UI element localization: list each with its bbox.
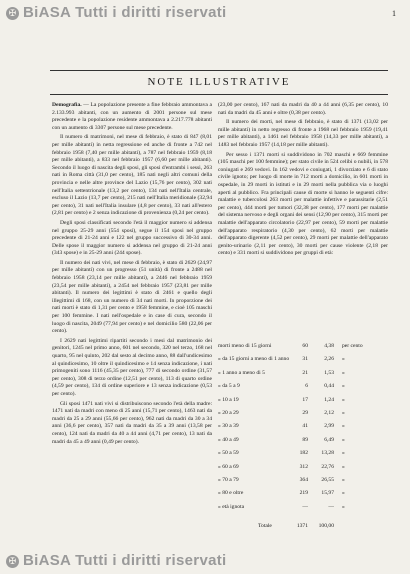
row-percent: 0,44 <box>324 383 334 390</box>
row-count: 312 <box>299 463 308 470</box>
paragraph: Per sesso i 1371 morti si suddividono in 702 maschi e 669 femmine (105 maschi per 100 femmine); per stato civile in 524 celibi o nubili, in 578 coniugati e 269 vedovi. In 162 vedovi e coniugati, 1 divorziato e 6 di stato civile ignoto; per luogo di morte in 712 morti a domicilio, in 601 morti in ospedale, in 29 morti in istituti e in 29 morti nella pubblica via o luoghi aperti al pubblico. Fra principali cause di morte si hanno le seguenti cifre: malattie e tubercolosi 263 morti per malattie infettive e parassitarie (2,51 per cento), 444 morti per tumori (32,38 per cento), 177 morti per malattie del sistema nervoso e degli organi dei sensi (12,90 per cento), 315 morti per malattie dell'apparato circolatorio (22,97 per cento), 59 morti per malattie dell'apparato respiratorio (4,30 per cento), 62 morti per malattie dell'apparato digerente (4,52 per cento), 29 morti per malattie dell'apparato genito-urinario (2,11 per cento), 30 morti per cause violente (2,18 per cento) e 331 morti si suddividono per gruppi di età: <box>218 151 388 257</box>
row-count: 364 <box>299 477 308 484</box>
biasa-seal-icon: ✠ <box>6 7 19 20</box>
total-percent: 100,00 <box>318 523 334 530</box>
row-suffix: » <box>342 423 345 430</box>
row-label: » da 15 giorni a meno di 1 anno <box>218 356 290 363</box>
table-row <box>218 420 388 433</box>
table-row <box>218 474 388 487</box>
table-row <box>218 367 388 380</box>
paragraph: Il numero dei nati vivi, nel mese di febbraio, è stato di 2629 (24,97 per mille abitanti) con un progresso (51 unità) di fronte a 2488 nel febbraio 1958 (23,14 per mille abitanti), a 2446 nel febbraio 1959 (23,54 per mille abitanti), a 2454 nel febbraio 1957 (23,81 per mille abitanti). Il numero dei legittimi è stato di 2461 e quello degli illegittimi di 168, con un numero di 34 nati morti. In proporzione dei nati morti è stato di 1,31 per cento e 1958 femmine, e cioè 105 maschi per 100 femmine. I nati nell'ospedale e in case di cura, secondo il luogo di nascita, 2049 (77,94 per cento) e nel domicilio 580 (22,06 per cento). <box>52 259 212 335</box>
table-row <box>218 407 388 420</box>
row-percent: 2,12 <box>324 410 334 417</box>
row-label: » 80 e oltre <box>218 490 244 497</box>
table-total-row <box>218 520 388 533</box>
row-count: 21 <box>302 369 308 376</box>
section-title: NOTE ILLUSTRATIVE <box>147 76 291 88</box>
row-suffix: » <box>342 383 345 390</box>
row-percent: 22,76 <box>321 463 334 470</box>
row-count: 41 <box>302 423 308 430</box>
row-percent: 1,24 <box>324 396 334 403</box>
paragraph: I 2629 nati legittimi ripartiti secondo i mesi dal matrimonio dei genitori, 1245 nel primo anno, 601 nel secondo, 320 nel terzo, 168 nel quarto, 95 nel quinto, 202 dal sesto al decimo anno, 88 dall'undicesimo al quindicesimo, 10 oltre il quindicesimo e 14 senza indicazione, i nati primogeniti sono 1116 (45,35 per cento), 777 di secondo ordine (31,57 per cento), 308 di terzo ordine (12,51 per cento), 113 di quarto ordine (4,59 per cento), 134 di ordine superiore e 13 senza indicazione (0,53 per cento). <box>52 337 212 397</box>
watermark-text: BiASA Tutti i diritti riservati <box>23 552 227 569</box>
row-count: 89 <box>302 436 308 443</box>
row-count: 31 <box>302 356 308 363</box>
row-label: » 40 a 49 <box>218 436 239 443</box>
paragraph: (23,00 per cento), 167 nati da madri da 40 a 44 anni (6,35 per cento), 10 nati da madri da 45 anni e oltre (0,38 per cento). <box>218 102 388 116</box>
row-label: morti meno di 15 giorni <box>218 343 272 349</box>
total-count: 1371 <box>296 523 308 530</box>
row-percent: 6,49 <box>324 436 334 443</box>
paragraph: Il numero di matrimoni, nel mese di febbraio, è stato di 847 (8,01 per mille abitanti) in netta regressione ed anche di fronte a 742 nel febbraio 1958 (7,40 per mille abitanti), a 787 nel febbraio 1959 (8,18 per mille abitanti), a 833 nel febbraio 1957 (6,60 per mille abitanti). Secondo il luogo di nascita degli sposi, gli sposi d'entrambi i sessi, 263 nati in Roma città (31,0 per cento), 185 nati negli altri comuni della provincia e nelle altre province del Lazio (15,76 per cento), 302 nati nell'Italia settentrionale (13,2 per cento), 134 nati nell'Italia centrale, escluso il Lazio (13,7 per cento), 215 nati nell'Italia meridionale (32,94 per cento), 31 nati nell'Italia insulare (4,8 per cento), 33 nati all'estero (2,81 per cento) e 2 senza indicazione di provenienza (0,24 per cento). <box>52 134 212 217</box>
paragraph: Il numero dei morti, nel mese di febbraio, è stato di 1371 (13,02 per mille abitanti) in netto regresso di fronte a 1968 nel febbraio 1959 (19,41 per mille abitanti), a 1461 nel febbraio 1958 (14,33 per mille abitanti), a 1483 nel febbraio 1957 (14,18 per mille abitanti). <box>218 119 388 148</box>
row-label: » età ignota <box>218 503 245 510</box>
total-label: Totale <box>258 523 272 530</box>
watermark-bottom <box>0 552 410 570</box>
row-suffix: » <box>342 477 345 484</box>
table-row <box>218 340 388 353</box>
deaths-by-age-table <box>218 340 388 534</box>
table-row <box>218 434 388 447</box>
watermark-top <box>0 4 410 22</box>
row-count: 60 <box>302 343 308 349</box>
biasa-seal-icon: ✠ <box>6 555 19 568</box>
row-count: 17 <box>302 396 308 403</box>
row-label: » 20 a 29 <box>218 410 239 417</box>
title-rule-bottom <box>50 94 388 95</box>
row-count: 182 <box>299 450 308 457</box>
paragraph-heading: Demografia. <box>52 102 82 108</box>
table-row <box>218 380 388 393</box>
row-label: » da 5 a 9 <box>218 383 240 390</box>
row-suffix: per cento <box>342 343 363 349</box>
paragraph: Degli sposi classificati secondo l'età il maggior numero si addensa nel gruppo 25-29 anni (554 sposi), segue il 154 sposi nel gruppo precedente di 21-24 anni e 122 nel gruppo successivo di 30-34 anni. Delle spose il maggior numero si addensa nel gruppo di 21-24 anni (343 spose) e in 25-29 anni (244 spose). <box>52 219 212 257</box>
row-percent: 2,26 <box>324 356 334 363</box>
row-label: » 70 a 79 <box>218 477 239 484</box>
row-suffix: » <box>342 356 345 363</box>
row-percent: 13,28 <box>321 450 334 457</box>
watermark-text: BiASA Tutti i diritti riservati <box>23 4 227 21</box>
right-text-column <box>218 102 388 338</box>
row-label: » 50 a 59 <box>218 450 239 457</box>
table-row <box>218 487 388 500</box>
row-label: » 30 a 39 <box>218 423 239 430</box>
row-count: 219 <box>299 490 308 497</box>
row-percent: 15,97 <box>321 490 334 497</box>
page-number: 1 <box>392 9 396 18</box>
row-suffix: » <box>342 503 345 510</box>
row-percent: 4,38 <box>324 343 334 349</box>
row-label: » 60 a 69 <box>218 463 239 470</box>
title-rule-top <box>50 70 388 71</box>
row-suffix: » <box>342 410 345 417</box>
paragraph: Gli sposi 1471 nati vivi si distribuiscono secondo l'età della madre: 1471 nati da madri con meno di 25 anni (15,71 per cento), 1463 nati da madri da 25 a 29 anni (55,66 per cento), 962 nati da madri da 30 a 34 anni (36,6 per cento), 357 nati da madri da 35 a 39 anni (13,58 per cento), 124 nati da madri da 40 a 44 anni (4,71 per cento), 13 nati da madri da 45 a 49 anni (0,49 per cento). <box>52 400 212 445</box>
row-label: » 10 a 19 <box>218 396 239 403</box>
table-row <box>218 501 388 514</box>
row-suffix: » <box>342 396 345 403</box>
row-suffix: » <box>342 369 345 376</box>
table-row <box>218 447 388 460</box>
row-count: — <box>302 503 308 510</box>
row-percent: — <box>328 503 334 510</box>
row-suffix: » <box>342 436 345 443</box>
table-row <box>218 461 388 474</box>
row-count: 6 <box>305 383 308 390</box>
table-row <box>218 394 388 407</box>
row-suffix: » <box>342 490 345 497</box>
left-text-column <box>52 102 212 542</box>
row-label: » 1 anno a meno di 5 <box>218 369 265 376</box>
row-suffix: » <box>342 463 345 470</box>
row-percent: 2,99 <box>324 423 334 430</box>
paragraph-text: — La popolazione presente a fine febbraio ammontava a 2.133.993 abitanti, con un aumento di 2001 persone sul mese precedente e la popolazione residente ammontava a 2.217.778 abitanti con un aumento di 3307 persone sul mese precedente. <box>52 102 212 131</box>
table-row <box>218 353 388 366</box>
row-count: 29 <box>302 410 308 417</box>
row-percent: 26,55 <box>321 477 334 484</box>
paragraph <box>52 102 212 132</box>
row-suffix: » <box>342 450 345 457</box>
row-percent: 1,53 <box>324 369 334 376</box>
